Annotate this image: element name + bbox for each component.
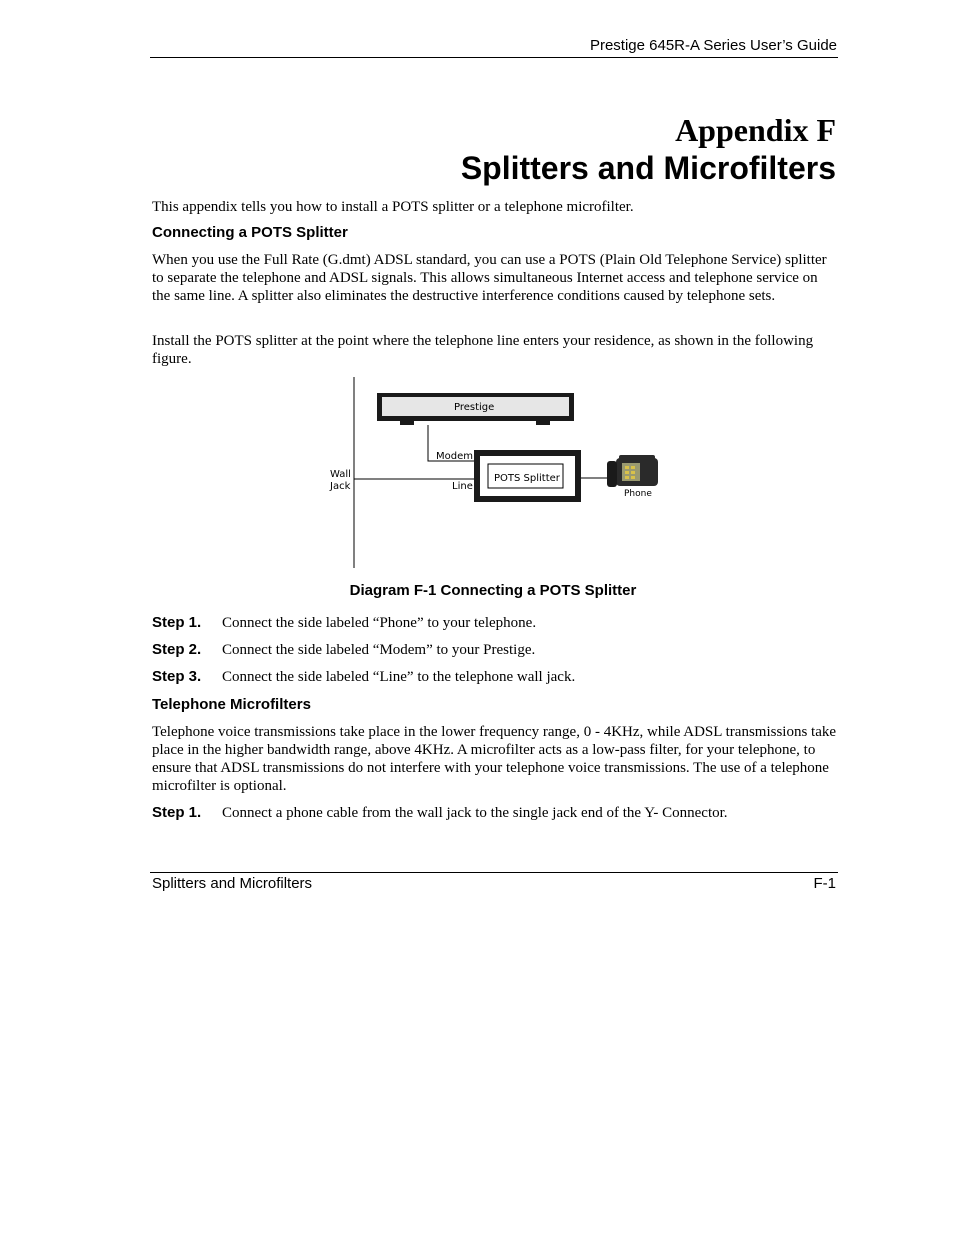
step-label: Step 3. [152, 668, 202, 685]
paragraph-microfilters: Telephone voice transmissions take place in the lower frequency range, 0 - 4KHz, while ADSL transmissions take place in the higher bandwidth range, above 4KHz. A microfilter acts as a low-pass filter, for your telephone, to ensure that ADSL transmissions do not interfere with your telephone voice transmissions. The use of a telephone microfilter is optional. [152, 724, 837, 794]
step-label: Step 2. [152, 641, 202, 658]
appendix-label: Appendix F [675, 112, 836, 148]
line-label: Line [452, 481, 473, 492]
wall-label: Wall [330, 469, 351, 480]
phone-icon [607, 455, 658, 487]
page-title: Splitters and Microfilters [460, 150, 836, 186]
step-label: Step 1. [152, 804, 202, 821]
step-text: Connect the side labeled “Modem” to your Prestige. [222, 642, 536, 658]
splitter-label: POTS Splitter [494, 473, 560, 484]
prestige-label: Prestige [454, 402, 495, 413]
footer-section-title: Splitters and Microfilters [152, 875, 313, 892]
footer-rule [150, 872, 838, 873]
intro-paragraph: This appendix tells you how to install a POTS splitter or a telephone microfilter. [152, 199, 634, 215]
paragraph-pots-description: When you use the Full Rate (G.dmt) ADSL standard, you can use a POTS (Plain Old Telephone Service) splitter to separate the telephone and ADSL signals. This allows simultaneous Internet access and telephone service on the same line. A splitter also eliminates the destructive interference conditions caused by telephone sets. [152, 252, 827, 304]
paragraph-pots-install: Install the POTS splitter at the point where the telephone line enters your residence, as shown in the following figure. [152, 333, 814, 367]
page-number: F-1 [813, 875, 836, 892]
header-rule [150, 57, 838, 58]
step-text: Connect the side labeled “Line” to the telephone wall jack. [222, 669, 576, 685]
step-text: Connect a phone cable from the wall jack to the single jack end of the Y- Connector. [222, 805, 728, 821]
modem-label: Modem [436, 451, 473, 462]
jack-label: Jack [330, 481, 351, 492]
step-label: Step 1. [152, 614, 202, 631]
section-heading-pots-splitter: Connecting a POTS Splitter [152, 224, 348, 241]
step-text: Connect the side labeled “Phone” to your telephone. [222, 615, 537, 631]
pots-splitter-diagram [320, 375, 670, 570]
running-header: Prestige 645R-A Series User’s Guide [589, 37, 837, 54]
diagram-caption: Diagram F-1 Connecting a POTS Splitter [349, 582, 637, 599]
phone-label: Phone [624, 489, 652, 499]
section-heading-microfilters: Telephone Microfilters [152, 696, 311, 713]
